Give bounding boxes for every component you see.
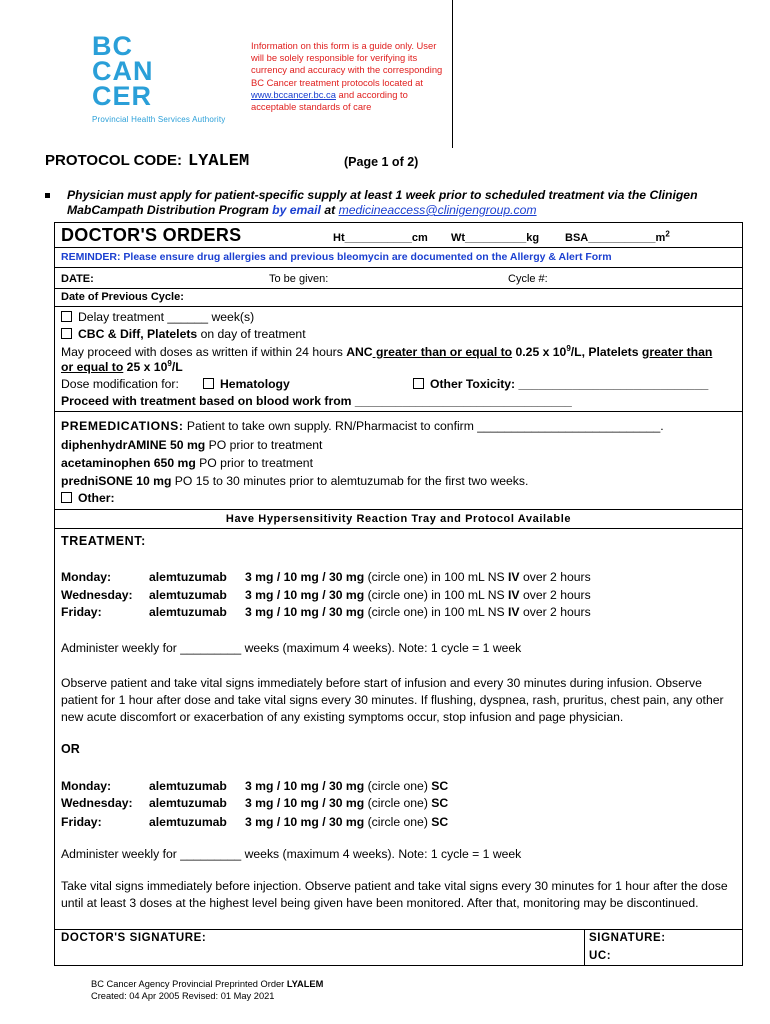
cbc-checkbox[interactable] (61, 328, 72, 339)
height-field[interactable]: Ht___________cm (333, 232, 428, 244)
sc-row-friday (61, 815, 448, 830)
bsa-label: BSA___________m (565, 232, 666, 244)
bsa-exponent: 2 (665, 229, 670, 239)
bullet-icon (45, 193, 50, 198)
premedications-title: PREMEDICATIONS: (61, 419, 184, 433)
disclaimer (251, 40, 451, 113)
header-divider (452, 0, 453, 148)
previous-cycle-field[interactable]: Date of Previous Cycle: (61, 291, 184, 303)
sc-dose[interactable]: 3 mg / 10 mg / 30 mg (245, 815, 365, 829)
iv-day: Friday: (61, 605, 102, 619)
delay-checkbox[interactable] (61, 311, 72, 322)
premed-drug: diphenhydrAMINE 50 mg (61, 438, 206, 452)
sc-day: Wednesday: (61, 796, 133, 810)
gte-2a: greater than (641, 345, 713, 359)
sc-dose[interactable]: 3 mg / 10 mg / 30 mg (245, 796, 365, 810)
disclaimer-text: Information on this form is a guide only. User will be solely responsible for verifying its currency and accuracy with the corresponding BC Cancer treatment protocols located at (251, 40, 443, 88)
delay-text: Delay treatment ______ week(s) (78, 310, 255, 324)
iv-mid: (circle one) in 100 mL NS (364, 588, 509, 602)
iv-tail: over 2 hours (519, 588, 591, 602)
gte-1: greater than or equal to (372, 345, 513, 359)
divider (55, 247, 742, 248)
notice (45, 188, 745, 218)
notice-text: Physician must apply for patient-specific supply at least 1 week prior to scheduled treatment via the Clinigen MabCampath Distribution Program (67, 188, 698, 217)
divider (55, 509, 742, 510)
cbc-row (61, 327, 306, 342)
or-separator: OR (61, 742, 80, 756)
protocol-label: PROTOCOL CODE: (45, 152, 182, 169)
sc-route: SC (431, 796, 449, 810)
proceed-text: May proceed with doses as written if within 24 hours (61, 345, 347, 359)
treatment-title: TREATMENT: (61, 534, 146, 548)
sc-row-wednesday (61, 796, 448, 811)
page-indicator: (Page 1 of 2) (344, 155, 419, 169)
hematology-checkbox[interactable] (203, 378, 214, 389)
other-toxicity-row (413, 377, 708, 392)
iv-tail: over 2 hours (519, 570, 591, 584)
iv-tail: over 2 hours (519, 605, 591, 619)
hematology-row (203, 377, 290, 392)
administer-weekly-iv[interactable]: Administer weekly for _________ weeks (maximum 4 weeks). Note: 1 cycle = 1 week (61, 641, 522, 655)
to-be-given-field[interactable]: To be given: (269, 273, 329, 285)
sc-day: Friday: (61, 815, 102, 829)
iv-dose[interactable]: 3 mg / 10 mg / 30 mg (245, 570, 365, 584)
iv-row-friday (61, 605, 591, 620)
premedications-row (61, 419, 664, 434)
proceed-blood-work[interactable]: Proceed with treatment based on blood work from ________________________________ (61, 394, 572, 408)
notice-by-email: by email (272, 203, 321, 217)
premed-prednisone (61, 474, 528, 489)
logo-line-2: CAN (92, 56, 154, 86)
anc-exponent: 9 (566, 343, 571, 353)
iv-drug: alemtuzumab (149, 605, 227, 619)
sc-route: SC (431, 815, 449, 829)
footer-line-1 (91, 978, 323, 990)
anc-unit: /L, Platelets (570, 345, 642, 359)
other-checkbox[interactable] (61, 492, 72, 503)
logo-subtitle: Provincial Health Services Authority (92, 115, 226, 124)
sc-drug: alemtuzumab (149, 815, 227, 829)
cycle-field[interactable]: Cycle #: (508, 273, 548, 285)
administer-weekly-sc[interactable]: Administer weekly for _________ weeks (maximum 4 weeks). Note: 1 cycle = 1 week (61, 847, 522, 861)
logo-line-1: BC (92, 31, 133, 61)
other-toxicity-checkbox[interactable] (413, 378, 424, 389)
iv-route: IV (508, 588, 520, 602)
sc-row-monday (61, 779, 448, 794)
sc-route: SC (431, 779, 449, 793)
other-toxicity-label[interactable]: Other Toxicity: ____________________________ (430, 377, 709, 391)
premed-detail: PO prior to treatment (205, 438, 323, 452)
cbc-bold: CBC & Diff, Platelets (78, 327, 198, 341)
proceed-criteria (61, 345, 741, 375)
date-field[interactable]: DATE: (61, 273, 94, 285)
footer-line-2: Created: 04 Apr 2005 Revised: 01 May 2021 (91, 991, 275, 1001)
signature-field[interactable]: SIGNATURE: (589, 932, 666, 944)
iv-row-wednesday (61, 588, 591, 603)
platelet-unit: /L (171, 360, 183, 374)
anc-value: 0.25 x 10 (512, 345, 567, 359)
premed-acetaminophen (61, 456, 313, 471)
iv-drug: alemtuzumab (149, 570, 227, 584)
divider (55, 528, 742, 529)
cbc-text: on day of treatment (197, 327, 306, 341)
divider (55, 306, 742, 307)
divider (55, 267, 742, 268)
disclaimer-text-end: and according to acceptable standards of care (251, 88, 408, 113)
iv-route: IV (508, 605, 520, 619)
iv-day: Monday: (61, 570, 112, 584)
logo-line-3: CER (92, 81, 153, 111)
iv-drug: alemtuzumab (149, 588, 227, 602)
bc-cancer-logo (92, 31, 232, 128)
gte-2b: or equal to (61, 360, 124, 374)
premed-drug: predniSONE 10 mg (61, 474, 172, 488)
sc-day: Monday: (61, 779, 112, 793)
protocol-code-value: LYALEM (187, 152, 250, 171)
divider (55, 411, 742, 412)
allergy-reminder: REMINDER: Please ensure drug allergies and previous bleomycin are documented on the Allergy & Alert Form (61, 251, 612, 263)
iv-route: IV (508, 570, 520, 584)
sc-mid: (circle one) (364, 779, 432, 793)
premedications-instruction: Patient to take own supply. RN/Pharmacist to confirm ___________________________. (183, 419, 664, 433)
iv-mid: (circle one) in 100 mL NS (364, 570, 509, 584)
signature-divider (584, 929, 585, 966)
sc-drug: alemtuzumab (149, 779, 227, 793)
doctors-orders-form (54, 222, 743, 966)
other-label[interactable]: Other: (78, 491, 115, 505)
sc-mid: (circle one) (364, 796, 432, 810)
premed-detail: PO 15 to 30 minutes prior to alemtuzumab for the first two weeks. (171, 474, 529, 488)
divider (55, 288, 742, 289)
iv-dose[interactable]: 3 mg / 10 mg / 30 mg (245, 588, 365, 602)
iv-mid: (circle one) in 100 mL NS (364, 605, 509, 619)
hypersensitivity-tray-notice: Have Hypersensitivity Reaction Tray and Protocol Available (225, 513, 572, 525)
divider (55, 929, 742, 930)
sc-mid: (circle one) (364, 815, 432, 829)
footer (91, 978, 323, 1002)
dose-modification-label: Dose modification for: (61, 377, 179, 391)
observe-instructions: Observe patient and take vital signs immediately before start of infusion and every 30 minutes during infusion. Observe patient for 1 hour after dose and take vital signs every 30 minutes. If flushing, dyspnea, rash, pruritus, chest pain, any other new acute discomfort or exacerbation of any existing symptoms occur, stop infusion and page physician. (61, 676, 724, 724)
iv-dose[interactable]: 3 mg / 10 mg / 30 mg (245, 605, 365, 619)
iv-day: Wednesday: (61, 588, 133, 602)
uc-field[interactable]: UC: (589, 950, 612, 962)
footer-code: LYALEM (286, 979, 324, 989)
delay-treatment-row (61, 310, 254, 325)
footer-text: BC Cancer Agency Provincial Preprinted Order (91, 979, 287, 989)
sc-dose[interactable]: 3 mg / 10 mg / 30 mg (245, 779, 365, 793)
notice-at: at (320, 203, 339, 217)
weight-field[interactable]: Wt__________kg (451, 232, 540, 244)
bccancer-link[interactable]: www.bccancer.bc.ca (251, 88, 336, 100)
premed-other-row (61, 491, 115, 506)
premed-detail: PO prior to treatment (195, 456, 313, 470)
doctors-orders-title: DOCTOR'S ORDERS (61, 225, 242, 245)
hematology-label: Hematology (220, 377, 290, 391)
bsa-field[interactable] (565, 229, 670, 244)
anc-label: ANC (346, 345, 373, 359)
platelet-exponent: 9 (167, 358, 172, 368)
iv-row-monday (61, 570, 591, 585)
sc-drug: alemtuzumab (149, 796, 227, 810)
doctors-signature-field[interactable]: DOCTOR'S SIGNATURE: (61, 932, 207, 944)
notice-email-link[interactable]: medicineaccess@clinigengroup.com (338, 203, 537, 217)
vital-signs-instructions: Take vital signs immediately before injection. Observe patient and take vital signs every 30 minutes for 1 hour after the dose until at least 3 doses at the highest level being given have been monitored. After that, monitoring may be discontinued. (61, 879, 728, 910)
premed-diphenhydramine (61, 438, 322, 453)
premed-drug: acetaminophen 650 mg (61, 456, 196, 470)
platelet-value: 25 x 10 (123, 360, 168, 374)
protocol-code (45, 152, 249, 171)
